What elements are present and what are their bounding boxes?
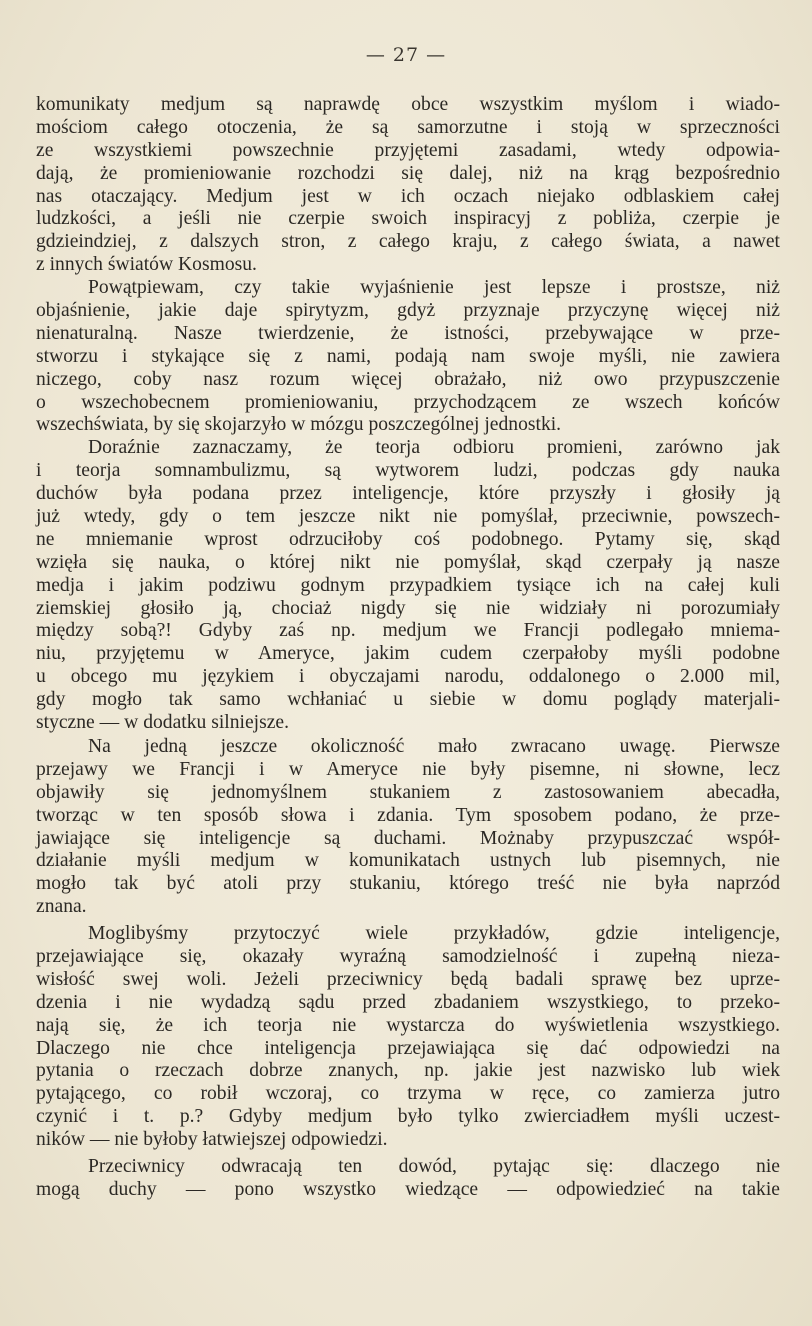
text-line: nają się, że ich teorja nie wystarcza do wyświetlenia wszystkiego.	[36, 1014, 780, 1036]
text-line: między sobą?! Gdyby zaś np. medjum we Francji podlegało mniema-	[36, 620, 780, 642]
text-line: u obcego mu językiem i obyczajami narodu, oddalonego o 2.000 mil,	[36, 666, 780, 688]
text-line: jawiające się inteligencje są duchami. Możnaby przypuszczać współ-	[36, 827, 780, 849]
text-line: Powątpiewam, czy takie wyjaśnienie jest lepsze i prostsze, niż	[88, 277, 780, 299]
text-line: objaśnienie, jakie daje spirytyzm, gdyż przyznaje przyczynę więcej niż	[36, 300, 780, 322]
text-line: działanie myśli medjum w komunikatach ustnych lub pisemnych, nie	[36, 850, 780, 872]
text-line: i teorja somnambulizmu, są wytworem ludzi, podczas gdy nauka	[36, 460, 780, 482]
text-line: ników — nie byłoby łatwiejszej odpowiedzi.	[36, 1129, 388, 1151]
text-line: nas otaczający. Medjum jest w ich oczach niejako odblaskiem całej	[36, 185, 780, 207]
text-line: gdy mogło tak samo wchłaniać u siebie w domu poglądy materjali-	[36, 689, 780, 711]
text-line: niu, przyjętemu w Ameryce, jakim cudem czerpałoby myśli podobne	[36, 643, 780, 665]
page-number: — 27 —	[365, 44, 447, 66]
text-line: już wtedy, gdy o tem jeszcze nikt nie pomyślał, przeciwnie, powszech-	[36, 506, 780, 528]
text-line: ludzkości, a jeśli nie czerpie swoich inspiracyj z pobliża, czerpie je	[36, 208, 780, 230]
text-line: mogło tak być atoli przy stukaniu, którego treść nie była naprzód	[36, 873, 780, 895]
text-line: Doraźnie zaznaczamy, że teorja odbioru promieni, zarówno jak	[88, 437, 780, 459]
paragraph	[36, 736, 780, 919]
paragraph	[36, 277, 780, 437]
text-line: mościom całego otoczenia, że są samorzutne i stoją w sprzeczności	[36, 116, 780, 138]
paragraph	[36, 437, 780, 735]
text-line: ze wszystkiemi powszechnie przyjętemi zasadami, wtedy odpowia-	[36, 139, 780, 161]
paragraph	[36, 94, 780, 277]
text-line: duchów była podana przez inteligencje, które przyszły i głosiły ją	[36, 483, 780, 505]
text-line: ne mniemanie wprost odrzuciłoby coś podobnego. Pytamy się, skąd	[36, 528, 780, 550]
text-line: komunikaty medjum są naprawdę obce wszystkim myślom i wiado-	[36, 94, 780, 115]
text-line: gdzieindziej, z dalszych stron, z całego kraju, z całego świata, a nawet	[36, 231, 780, 253]
text-line: tworząc w ten sposób słowa i zdania. Tym sposobem podano, że prze-	[36, 804, 780, 826]
paragraph	[36, 1156, 780, 1202]
text-line: niczego, coby nasz rozum więcej obrażało, niż owo przypuszczenie	[36, 368, 780, 390]
body-text	[36, 94, 780, 1202]
text-line: objawiły się jednomyślnem stukaniem z zastosowaniem abecadła,	[36, 781, 780, 803]
text-line: o wszechobecnem promieniowaniu, przychodzącem ze wszech końców	[36, 391, 780, 413]
text-line: wisłość swej woli. Jeżeli przeciwnicy będą badali sprawę bez uprze-	[36, 968, 780, 990]
text-line: przejawiające się, okazały wyraźną samodzielność i zupełną nieza-	[36, 945, 780, 967]
text-line: styczne — w dodatku silniejsze.	[36, 712, 290, 734]
text-line: Na jedną jeszcze okoliczność mało zwracano uwagę. Pierwsze	[88, 735, 780, 757]
text-line: przejawy we Francji i w Ameryce nie były pisemne, ni słowne, lecz	[36, 758, 780, 780]
text-line: dają, że promieniowanie rozchodzi się dalej, niż na krąg bezpośrednio	[36, 162, 780, 184]
text-line: mogą duchy — pono wszystko wiedzące — odpowiedzieć na takie	[36, 1178, 780, 1200]
text-line: medja i jakim podziwu godnym przypadkiem tysiące ich na całej kuli	[36, 574, 780, 596]
text-line: znana.	[36, 896, 87, 918]
text-line: pytającego, co robił wczoraj, co trzyma w ręce, co zamierza jutro	[36, 1083, 780, 1105]
text-line: Dlaczego nie chce inteligencja przejawiająca się dać odpowiedzi na	[36, 1037, 780, 1059]
text-line: wszechświata, by się skojarzyło w mózgu poszczególnej jednostki.	[36, 414, 562, 436]
text-line: stworzu i stykające się z nami, podają nam swoje myśli, nie zawiera	[36, 345, 780, 367]
text-line: wzięła się nauka, o której nikt nie pomyślał, skąd czerpały ją nasze	[36, 551, 780, 573]
text-line: Przeciwnicy odwracają ten dowód, pytając się: dlaczego nie	[88, 1155, 780, 1177]
paragraph	[36, 923, 780, 1152]
text-line: z innych światów Kosmosu.	[36, 254, 257, 276]
text-line: czynić i t. p.? Gdyby medjum było tylko zwierciadłem myśli uczest-	[36, 1106, 780, 1128]
text-line: Moglibyśmy przytoczyć wiele przykładów, gdzie inteligencje,	[88, 923, 780, 945]
text-line: dzenia i nie wydadzą sądu przed zbadaniem wszystkiego, to przeko-	[36, 991, 780, 1013]
text-line: pytania o rzeczach dobrze znanych, np. jakie jest nazwisko lub wiek	[36, 1060, 780, 1082]
text-line: nienaturalną. Nasze twierdzenie, że istności, przebywające w prze-	[36, 322, 780, 344]
text-line: ziemskiej głosiło ją, chociaż nigdy się nie widziały ni porozumiały	[36, 597, 780, 619]
